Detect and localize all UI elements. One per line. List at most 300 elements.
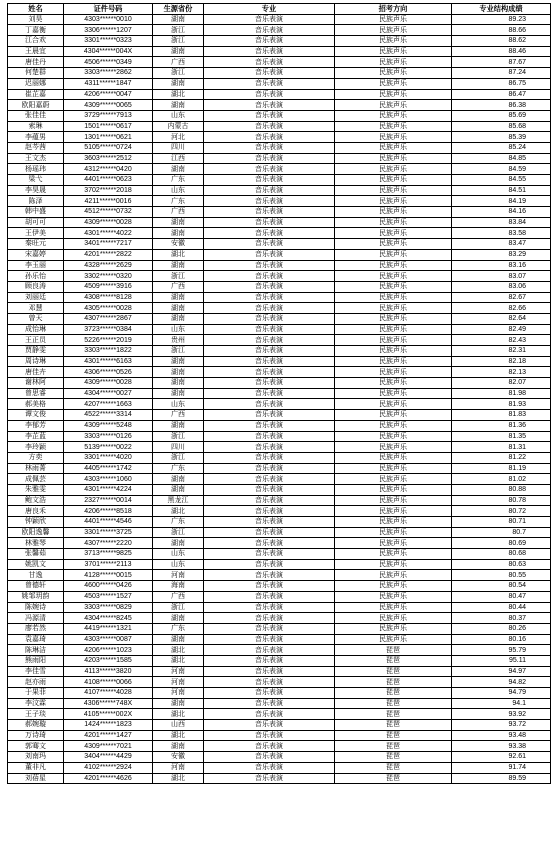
province-cell: 安徽 (153, 752, 204, 763)
id-number-cell: 4506******0349 (64, 57, 153, 68)
province-cell: 湖北 (153, 730, 204, 741)
table-row (8, 549, 551, 560)
name-cell: 邓慧 (8, 303, 64, 314)
table-row (8, 388, 551, 399)
province-cell: 河南 (153, 688, 204, 699)
id-number-cell: 3701******2113 (64, 559, 153, 570)
table-row (8, 14, 551, 25)
table-row (8, 527, 551, 538)
id-number-cell: 4600******0426 (64, 581, 153, 592)
major-cell: 音乐表演 (204, 313, 335, 324)
name-cell: 王正员 (8, 335, 64, 346)
province-cell: 湖南 (153, 303, 204, 314)
table-row (8, 260, 551, 271)
score-cell: 82.18 (452, 356, 551, 367)
id-number-cell: 5105******0724 (64, 142, 153, 153)
name-cell: 贾静雯 (8, 346, 64, 357)
score-cell: 80.78 (452, 495, 551, 506)
score-cell: 81.31 (452, 442, 551, 453)
province-cell: 广东 (153, 463, 204, 474)
id-number-cell: 4201******1427 (64, 730, 153, 741)
table-row (8, 399, 551, 410)
table-row (8, 410, 551, 421)
province-cell: 湖南 (153, 378, 204, 389)
id-number-cell: 4201******2822 (64, 249, 153, 260)
score-cell: 82.64 (452, 313, 551, 324)
name-cell: 李佳雪 (8, 666, 64, 677)
name-cell: 陈琳洁 (8, 645, 64, 656)
major-cell: 音乐表演 (204, 709, 335, 720)
province-cell: 浙江 (153, 271, 204, 282)
id-number-cell: 3603******2512 (64, 153, 153, 164)
name-cell: 唐良禾 (8, 506, 64, 517)
score-cell: 89.59 (452, 773, 551, 784)
table-row (8, 655, 551, 666)
table-row (8, 100, 551, 111)
major-cell: 音乐表演 (204, 110, 335, 121)
name-cell: 刘南玛 (8, 752, 64, 763)
table-row (8, 239, 551, 250)
direction-cell: 民族声乐 (335, 613, 452, 624)
score-cell: 95.11 (452, 655, 551, 666)
id-number-cell: 4307******2220 (64, 538, 153, 549)
province-cell: 浙江 (153, 602, 204, 613)
id-number-cell: 4306******748X (64, 698, 153, 709)
major-cell: 音乐表演 (204, 730, 335, 741)
header-score: 专业结构成绩 (452, 4, 551, 15)
direction-cell: 民族声乐 (335, 313, 452, 324)
score-cell: 81.02 (452, 474, 551, 485)
table-row (8, 666, 551, 677)
id-number-cell: 3301******0323 (64, 36, 153, 47)
province-cell: 浙江 (153, 452, 204, 463)
direction-cell: 民族声乐 (335, 57, 452, 68)
id-number-cell: 4206******0047 (64, 89, 153, 100)
id-number-cell: 4128******0015 (64, 570, 153, 581)
major-cell: 音乐表演 (204, 249, 335, 260)
direction-cell: 琵琶 (335, 709, 452, 720)
direction-cell: 琵琶 (335, 720, 452, 731)
id-number-cell: 4307******2867 (64, 313, 153, 324)
name-cell: 宋嘉婷 (8, 249, 64, 260)
direction-cell: 民族声乐 (335, 239, 452, 250)
direction-cell: 民族声乐 (335, 132, 452, 143)
direction-cell: 民族声乐 (335, 207, 452, 218)
name-cell: 迟丽娜 (8, 78, 64, 89)
province-cell: 湖南 (153, 228, 204, 239)
score-cell: 83.16 (452, 260, 551, 271)
score-cell: 93.48 (452, 730, 551, 741)
table-row (8, 175, 551, 186)
table-row (8, 623, 551, 634)
name-cell: 袁嘉琦 (8, 634, 64, 645)
major-cell: 音乐表演 (204, 720, 335, 731)
score-cell: 83.47 (452, 239, 551, 250)
direction-cell: 琵琶 (335, 645, 452, 656)
direction-cell: 民族声乐 (335, 367, 452, 378)
direction-cell: 民族声乐 (335, 260, 452, 271)
name-cell: 王子琰 (8, 709, 64, 720)
province-cell: 江西 (153, 153, 204, 164)
name-cell: 顾良涛 (8, 281, 64, 292)
major-cell: 音乐表演 (204, 602, 335, 613)
id-number-cell: 4401******4546 (64, 517, 153, 528)
table-row (8, 613, 551, 624)
direction-cell: 民族声乐 (335, 271, 452, 282)
score-cell: 86.47 (452, 89, 551, 100)
score-cell: 83.07 (452, 271, 551, 282)
name-cell: 林雨菁 (8, 463, 64, 474)
table-row (8, 720, 551, 731)
name-cell: 冯源清 (8, 613, 64, 624)
direction-cell: 民族声乐 (335, 559, 452, 570)
province-cell: 四川 (153, 442, 204, 453)
table-header-row (8, 4, 551, 15)
direction-cell: 民族声乐 (335, 495, 452, 506)
major-cell: 音乐表演 (204, 367, 335, 378)
major-cell: 音乐表演 (204, 645, 335, 656)
score-cell: 93.72 (452, 720, 551, 731)
id-number-cell: 4405******1742 (64, 463, 153, 474)
province-cell: 山东 (153, 549, 204, 560)
table-row (8, 474, 551, 485)
name-cell: 甘逸 (8, 570, 64, 581)
direction-cell: 民族声乐 (335, 431, 452, 442)
major-cell: 音乐表演 (204, 303, 335, 314)
direction-cell: 民族声乐 (335, 634, 452, 645)
id-number-cell: 1501******0617 (64, 121, 153, 132)
name-cell: 郭骞文 (8, 741, 64, 752)
score-cell: 85.68 (452, 121, 551, 132)
name-cell: 万诗琦 (8, 730, 64, 741)
major-cell: 音乐表演 (204, 431, 335, 442)
score-cell: 82.07 (452, 378, 551, 389)
table-row (8, 773, 551, 784)
header-direction: 招考方向 (335, 4, 452, 15)
score-cell: 95.79 (452, 645, 551, 656)
score-cell: 94.1 (452, 698, 551, 709)
province-cell: 安徽 (153, 239, 204, 250)
province-cell: 湖南 (153, 484, 204, 495)
province-cell: 浙江 (153, 36, 204, 47)
name-cell: 周诗琳 (8, 356, 64, 367)
province-cell: 广东 (153, 175, 204, 186)
province-cell: 湖北 (153, 773, 204, 784)
name-cell: 王文杰 (8, 153, 64, 164)
id-number-cell: 4303******1060 (64, 474, 153, 485)
direction-cell: 民族声乐 (335, 602, 452, 613)
province-cell: 山东 (153, 559, 204, 570)
table-row (8, 185, 551, 196)
direction-cell: 民族声乐 (335, 346, 452, 357)
major-cell: 音乐表演 (204, 100, 335, 111)
province-cell: 湖南 (153, 613, 204, 624)
score-cell: 86.38 (452, 100, 551, 111)
province-cell: 广西 (153, 207, 204, 218)
table-row (8, 346, 551, 357)
score-cell: 92.61 (452, 752, 551, 763)
table-row (8, 142, 551, 153)
score-cell: 80.16 (452, 634, 551, 645)
major-cell: 音乐表演 (204, 570, 335, 581)
score-cell: 83.84 (452, 217, 551, 228)
score-cell: 82.49 (452, 324, 551, 335)
major-cell: 音乐表演 (204, 142, 335, 153)
major-cell: 音乐表演 (204, 89, 335, 100)
direction-cell: 民族声乐 (335, 217, 452, 228)
direction-cell: 民族声乐 (335, 324, 452, 335)
direction-cell: 琵琶 (335, 666, 452, 677)
major-cell: 音乐表演 (204, 549, 335, 560)
name-cell: 张馨茹 (8, 549, 64, 560)
major-cell: 音乐表演 (204, 538, 335, 549)
id-number-cell: 3302******0320 (64, 271, 153, 282)
province-cell: 广东 (153, 517, 204, 528)
province-cell: 湖北 (153, 506, 204, 517)
direction-cell: 民族声乐 (335, 110, 452, 121)
table-row (8, 57, 551, 68)
id-number-cell: 4309******0028 (64, 217, 153, 228)
table-row (8, 538, 551, 549)
province-cell: 浙江 (153, 25, 204, 36)
direction-cell: 民族声乐 (335, 591, 452, 602)
id-number-cell: 4419******1321 (64, 623, 153, 634)
score-cell: 87.67 (452, 57, 551, 68)
name-cell: 曾思睿 (8, 388, 64, 399)
province-cell: 广西 (153, 57, 204, 68)
score-cell: 80.68 (452, 549, 551, 560)
table-row (8, 752, 551, 763)
major-cell: 音乐表演 (204, 175, 335, 186)
province-cell: 内蒙古 (153, 121, 204, 132)
direction-cell: 民族声乐 (335, 121, 452, 132)
major-cell: 音乐表演 (204, 527, 335, 538)
major-cell: 音乐表演 (204, 196, 335, 207)
province-cell: 湖南 (153, 356, 204, 367)
name-cell: 江合欢 (8, 36, 64, 47)
id-number-cell: 4304******004X (64, 46, 153, 57)
name-cell: 李昊晟 (8, 185, 64, 196)
direction-cell: 民族声乐 (335, 78, 452, 89)
table-row (8, 581, 551, 592)
name-cell: 欧阳逸馨 (8, 527, 64, 538)
table-row (8, 68, 551, 79)
table-row (8, 36, 551, 47)
name-cell: 刘蓓星 (8, 773, 64, 784)
name-cell: 孙乐怡 (8, 271, 64, 282)
name-cell: 秦旺元 (8, 239, 64, 250)
province-cell: 湖南 (153, 78, 204, 89)
province-cell: 山东 (153, 110, 204, 121)
table-row (8, 463, 551, 474)
major-cell: 音乐表演 (204, 420, 335, 431)
direction-cell: 民族声乐 (335, 527, 452, 538)
id-number-cell: 4309******7021 (64, 741, 153, 752)
province-cell: 湖南 (153, 538, 204, 549)
table-row (8, 46, 551, 57)
province-cell: 浙江 (153, 68, 204, 79)
province-cell: 四川 (153, 142, 204, 153)
table-row (8, 698, 551, 709)
table-row (8, 591, 551, 602)
table-row (8, 559, 551, 570)
id-number-cell: 4306******0526 (64, 367, 153, 378)
direction-cell: 民族声乐 (335, 420, 452, 431)
id-number-cell: 1424******1823 (64, 720, 153, 731)
table-row (8, 602, 551, 613)
score-cell: 83.58 (452, 228, 551, 239)
name-cell: 廖若然 (8, 623, 64, 634)
table-row (8, 762, 551, 773)
id-number-cell: 4509******3916 (64, 281, 153, 292)
score-cell: 80.71 (452, 517, 551, 528)
province-cell: 河南 (153, 570, 204, 581)
province-cell: 贵州 (153, 335, 204, 346)
score-cell: 84.85 (452, 153, 551, 164)
province-cell: 湖南 (153, 100, 204, 111)
table-row (8, 303, 551, 314)
major-cell: 音乐表演 (204, 132, 335, 143)
major-cell: 音乐表演 (204, 335, 335, 346)
direction-cell: 民族声乐 (335, 100, 452, 111)
table-row (8, 484, 551, 495)
province-cell: 湖北 (153, 89, 204, 100)
name-cell: 郝美格 (8, 399, 64, 410)
direction-cell: 民族声乐 (335, 538, 452, 549)
name-cell: 杨瑶玮 (8, 164, 64, 175)
id-number-cell: 4113******3820 (64, 666, 153, 677)
score-cell: 89.23 (452, 14, 551, 25)
direction-cell: 民族声乐 (335, 196, 452, 207)
direction-cell: 琵琶 (335, 762, 452, 773)
header-name: 姓名 (8, 4, 64, 15)
province-cell: 湖南 (153, 367, 204, 378)
direction-cell: 民族声乐 (335, 36, 452, 47)
province-cell: 湖南 (153, 292, 204, 303)
direction-cell: 琵琶 (335, 688, 452, 699)
direction-cell: 民族声乐 (335, 175, 452, 186)
id-number-cell: 4308******8128 (64, 292, 153, 303)
major-cell: 音乐表演 (204, 399, 335, 410)
major-cell: 音乐表演 (204, 185, 335, 196)
major-cell: 音乐表演 (204, 378, 335, 389)
id-number-cell: 3301******4020 (64, 452, 153, 463)
major-cell: 音乐表演 (204, 517, 335, 528)
table-body (8, 14, 551, 784)
score-cell: 81.19 (452, 463, 551, 474)
table-row (8, 709, 551, 720)
score-cell: 94.97 (452, 666, 551, 677)
major-cell: 音乐表演 (204, 495, 335, 506)
id-number-cell: 3306******1207 (64, 25, 153, 36)
table-row (8, 121, 551, 132)
direction-cell: 民族声乐 (335, 68, 452, 79)
score-cell: 88.62 (452, 36, 551, 47)
id-number-cell: 3303******2862 (64, 68, 153, 79)
score-cell: 82.43 (452, 335, 551, 346)
name-cell: 陈泽 (8, 196, 64, 207)
province-cell: 湖南 (153, 474, 204, 485)
province-cell: 海南 (153, 581, 204, 592)
province-cell: 浙江 (153, 346, 204, 357)
name-cell: 李芷蓝 (8, 431, 64, 442)
direction-cell: 民族声乐 (335, 517, 452, 528)
id-number-cell: 4303******0087 (64, 634, 153, 645)
id-number-cell: 3404******4429 (64, 752, 153, 763)
direction-cell: 民族声乐 (335, 25, 452, 36)
name-cell: 曾天 (8, 313, 64, 324)
province-cell: 河南 (153, 762, 204, 773)
score-cell: 84.51 (452, 185, 551, 196)
name-cell: 谭文俊 (8, 410, 64, 421)
name-cell: 唐佳卉 (8, 367, 64, 378)
major-cell: 音乐表演 (204, 46, 335, 57)
header-id-number: 证件号码 (64, 4, 153, 15)
score-cell: 80.69 (452, 538, 551, 549)
major-cell: 音乐表演 (204, 452, 335, 463)
name-cell: 姚凯文 (8, 559, 64, 570)
table-row (8, 335, 551, 346)
table-row (8, 110, 551, 121)
score-cell: 82.13 (452, 367, 551, 378)
major-cell: 音乐表演 (204, 271, 335, 282)
province-cell: 广东 (153, 623, 204, 634)
score-cell: 80.44 (452, 602, 551, 613)
name-cell: 林雅琴 (8, 538, 64, 549)
table-row (8, 25, 551, 36)
id-number-cell: 4303******0010 (64, 14, 153, 25)
direction-cell: 民族声乐 (335, 463, 452, 474)
major-cell: 音乐表演 (204, 356, 335, 367)
direction-cell: 民族声乐 (335, 228, 452, 239)
id-number-cell: 4304******0027 (64, 388, 153, 399)
name-cell: 胡可可 (8, 217, 64, 228)
table-row (8, 506, 551, 517)
major-cell: 音乐表演 (204, 164, 335, 175)
major-cell: 音乐表演 (204, 36, 335, 47)
major-cell: 音乐表演 (204, 239, 335, 250)
major-cell: 音乐表演 (204, 281, 335, 292)
province-cell: 山西 (153, 720, 204, 731)
major-cell: 音乐表演 (204, 228, 335, 239)
score-cell: 93.38 (452, 741, 551, 752)
province-cell: 广西 (153, 591, 204, 602)
id-number-cell: 3303******0126 (64, 431, 153, 442)
id-number-cell: 3303******0829 (64, 602, 153, 613)
direction-cell: 民族声乐 (335, 399, 452, 410)
id-number-cell: 4201******4626 (64, 773, 153, 784)
direction-cell: 民族声乐 (335, 142, 452, 153)
table-row (8, 89, 551, 100)
direction-cell: 琵琶 (335, 730, 452, 741)
table-row (8, 730, 551, 741)
id-number-cell: 3729******7913 (64, 110, 153, 121)
direction-cell: 民族声乐 (335, 581, 452, 592)
major-cell: 音乐表演 (204, 121, 335, 132)
name-cell: 韩中盛 (8, 207, 64, 218)
major-cell: 音乐表演 (204, 484, 335, 495)
direction-cell: 民族声乐 (335, 378, 452, 389)
score-cell: 91.74 (452, 762, 551, 773)
id-number-cell: 4312******0420 (64, 164, 153, 175)
major-cell: 音乐表演 (204, 559, 335, 570)
id-number-cell: 4503******1527 (64, 591, 153, 602)
score-cell: 80.63 (452, 559, 551, 570)
province-cell: 山东 (153, 399, 204, 410)
province-cell: 湖北 (153, 645, 204, 656)
id-number-cell: 3401******7217 (64, 239, 153, 250)
direction-cell: 民族声乐 (335, 442, 452, 453)
